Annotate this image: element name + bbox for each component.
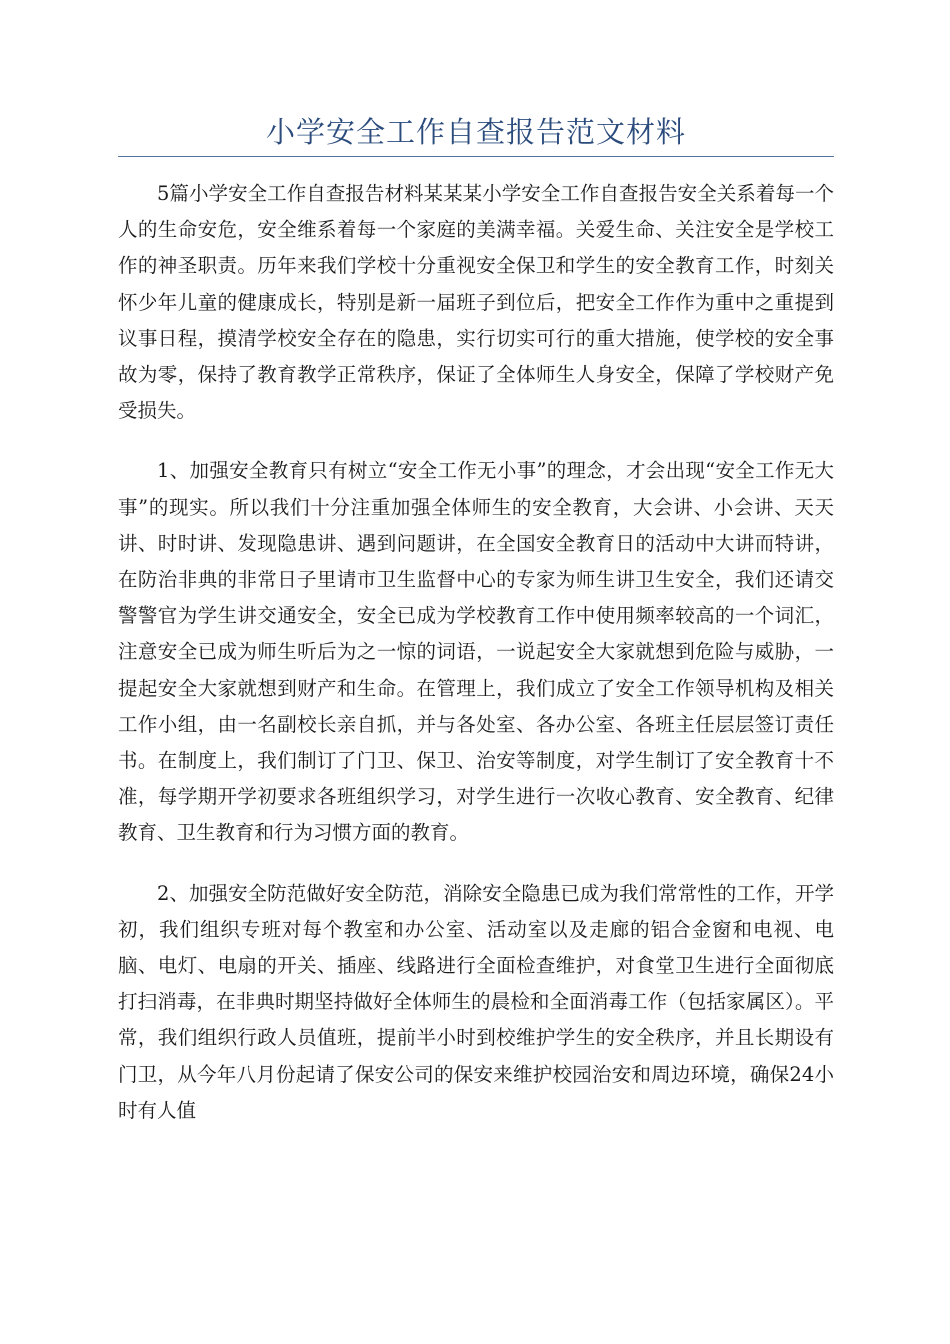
document-title: 小学安全工作自查报告范文材料: [265, 115, 686, 149]
title-underline: [118, 156, 834, 157]
paragraph-safety-prevention: 2、加强安全防范做好安全防范，消除安全隐患已成为我们常常性的工作，开学初，我们组织专班对每个教室和办公室、活动室以及走廊的铝合金窗和电视、电脑、电灯、电扇的开关、插座、线路进行全面检查维护，对食堂卫生进行全面彻底打扫消毒，在非典时期坚持做好全体师生的晨检和全面消毒工作（包括家属区）。平常，我们组织行政人员值班，提前半小时到校维护学生的安全秩序，并且长期设有门卫，从今年八月份起请了保安公司的保安来维护校园治安和周边环境，确保24小时有人值: [118, 881, 834, 1122]
document-body: [118, 176, 834, 1153]
paragraph-intro: 5篇小学安全工作自查报告材料某某某小学安全工作自查报告安全关系着每一个人的生命安危，安全维系着每一个家庭的美满幸福。关爱生命、关注安全是学校工作的神圣职责。历年来我们学校十分重视安全保卫和学生的安全教育工作，时刻关怀少年儿童的健康成长，特别是新一届班子到位后，把安全工作作为重中之重提到议事日程，摸清学校安全存在的隐患，实行切实可行的重大措施，使学校的安全事故为零，保持了教育教学正常秩序，保证了全体师生人身安全，保障了学校财产免受损失。: [118, 182, 834, 423]
paragraph-safety-education: 1、加强安全教育只有树立“安全工作无小事”的理念，才会出现“安全工作无大事”的现实。所以我们十分注重加强全体师生的安全教育，大会讲、小会讲、天天讲、时时讲、发现隐患讲、遇到问题讲，在全国安全教育日的活动中大讲而特讲，在防治非典的非常日子里请市卫生监督中心的专家为师生讲卫生安全，我们还请交警警官为学生讲交通安全，安全已成为学校教育工作中使用频率较高的一个词汇，注意安全已成为师生听后为之一惊的词语，一说起安全大家就想到危险与威胁，一提起安全大家就想到财产和生命。在管理上，我们成立了安全工作领导机构及相关工作小组，由一名副校长亲自抓，并与各处室、各办公室、各班主任层层签订责任书。在制度上，我们制订了门卫、保卫、治安等制度，对学生制订了安全教育十不准，每学期开学初要求各班组织学习，对学生进行一次收心教育、安全教育、纪律教育、卫生教育和行为习惯方面的教育。: [118, 459, 834, 845]
